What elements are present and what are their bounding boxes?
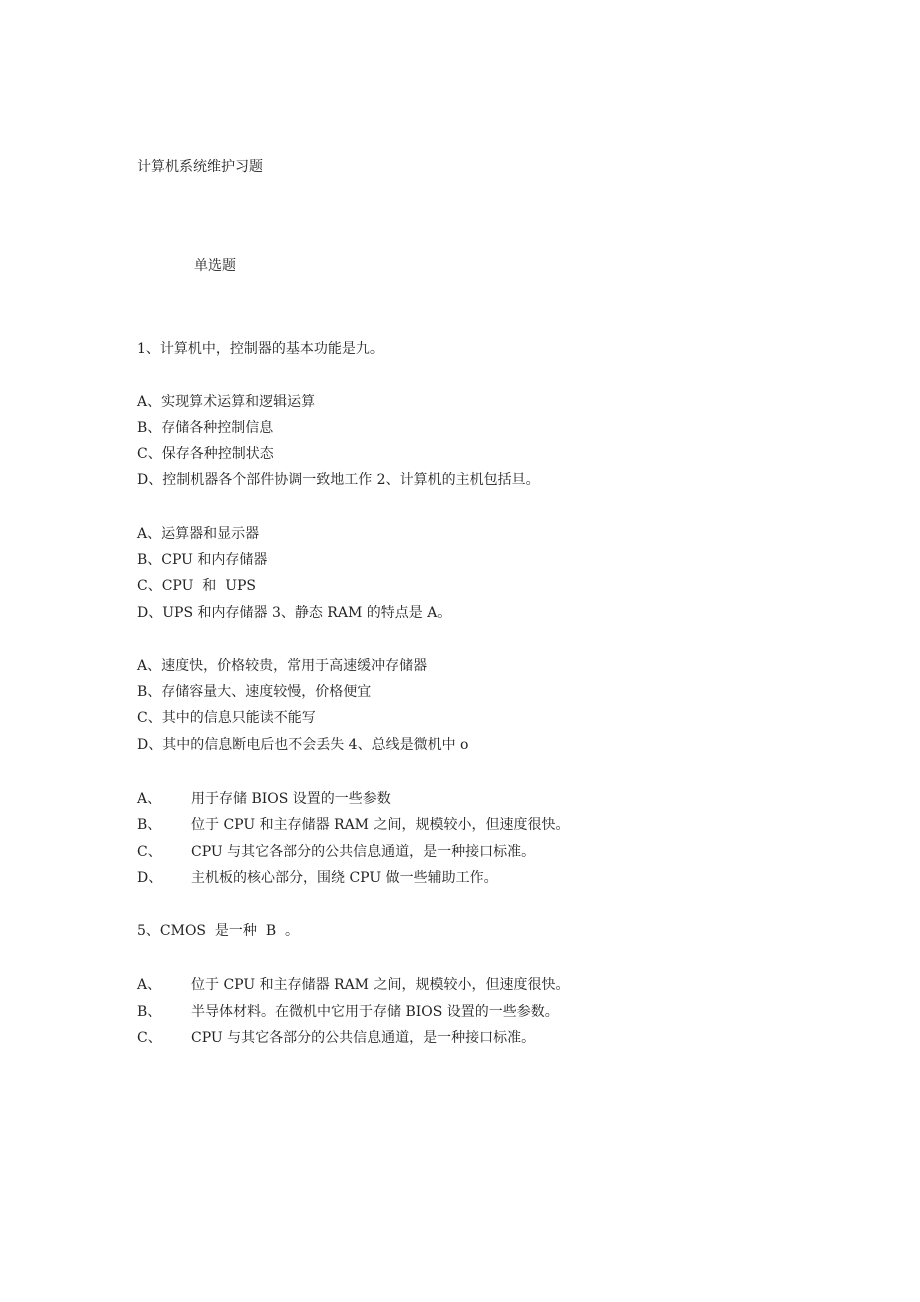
option-text: 运算器和显示器 xyxy=(161,526,260,542)
option-1a xyxy=(137,393,315,411)
option-label: C、 xyxy=(137,844,162,860)
option-text: 半导体材料。在微机中它用于存储 BIOS 设置的一些参数。 xyxy=(191,1004,559,1020)
option-text: 主机板的核心部分，围绕 CPU 做一些辅助工作。 xyxy=(191,870,498,886)
option-text: 其中的信息断电后也不会丢失 4、总线是微机中 o xyxy=(162,737,469,753)
option-4b xyxy=(137,816,569,834)
option-1c xyxy=(137,445,274,463)
option-3c xyxy=(137,709,316,727)
option-label: C、 xyxy=(137,578,162,594)
option-label: B、 xyxy=(137,1004,162,1020)
option-label: D、 xyxy=(137,870,163,886)
option-label: D、 xyxy=(137,605,163,621)
option-text: UPS 和内存储器 3、静态 RAM 的特点是 A。 xyxy=(162,605,452,621)
option-label: D、 xyxy=(137,472,163,488)
option-4c xyxy=(137,843,535,861)
option-label: C、 xyxy=(137,1030,162,1046)
option-label: A、 xyxy=(137,977,162,993)
option-text: 速度快，价格较贵，常用于高速缓冲存储器 xyxy=(161,658,428,674)
document-title: 计算机系统维护习题 xyxy=(137,159,263,175)
option-text: 存储各种控制信息 xyxy=(161,420,274,436)
option-3b xyxy=(137,683,371,701)
option-4d xyxy=(137,869,498,887)
option-text: 保存各种控制状态 xyxy=(161,446,274,462)
option-text: 用于存储 BIOS 设置的一些参数 xyxy=(191,791,391,807)
option-5a xyxy=(137,976,569,994)
option-5c xyxy=(137,1029,535,1047)
option-1d xyxy=(137,471,540,489)
option-text: CPU 与其它各部分的公共信息通道，是一种接口标准。 xyxy=(191,1030,536,1046)
option-2d xyxy=(137,604,451,622)
option-text: 控制机器各个部件协调一致地工作 2、计算机的主机包括旦。 xyxy=(162,472,540,488)
option-text: 位于 CPU 和主存储器 RAM 之间，规模较小，但速度很快。 xyxy=(191,817,570,833)
option-label: A、 xyxy=(137,394,162,410)
option-3a xyxy=(137,657,427,675)
option-2a xyxy=(137,525,259,543)
option-label: A、 xyxy=(137,791,162,807)
option-1b xyxy=(137,419,273,437)
option-2c xyxy=(137,577,256,595)
option-text: 其中的信息只能读不能写 xyxy=(161,710,316,726)
option-label: D、 xyxy=(137,737,163,753)
section-heading: 单选题 xyxy=(194,258,236,274)
option-text: 实现算术运算和逻辑运算 xyxy=(161,394,316,410)
option-text: CPU 和 UPS xyxy=(161,578,257,594)
option-label: C、 xyxy=(137,710,162,726)
option-text: CPU 与其它各部分的公共信息通道，是一种接口标准。 xyxy=(191,844,536,860)
option-text: 存储容量大、速度较慢，价格便宜 xyxy=(161,684,372,700)
option-label: B、 xyxy=(137,420,162,436)
question-stem-1: 1、计算机中，控制器的基本功能是九。 xyxy=(137,341,384,357)
option-2b xyxy=(137,551,267,569)
option-5b xyxy=(137,1003,559,1021)
option-label: B、 xyxy=(137,684,162,700)
option-label: C、 xyxy=(137,446,162,462)
option-text: 位于 CPU 和主存储器 RAM 之间，规模较小，但速度很快。 xyxy=(191,977,570,993)
option-4a xyxy=(137,790,391,808)
question-stem-5: 5、CMOS 是一种 B 。 xyxy=(137,923,300,939)
option-3d xyxy=(137,736,468,754)
option-text: CPU 和内存储器 xyxy=(161,552,268,568)
option-label: A、 xyxy=(137,526,162,542)
option-label: A、 xyxy=(137,658,162,674)
option-label: B、 xyxy=(137,817,162,833)
option-label: B、 xyxy=(137,552,162,568)
